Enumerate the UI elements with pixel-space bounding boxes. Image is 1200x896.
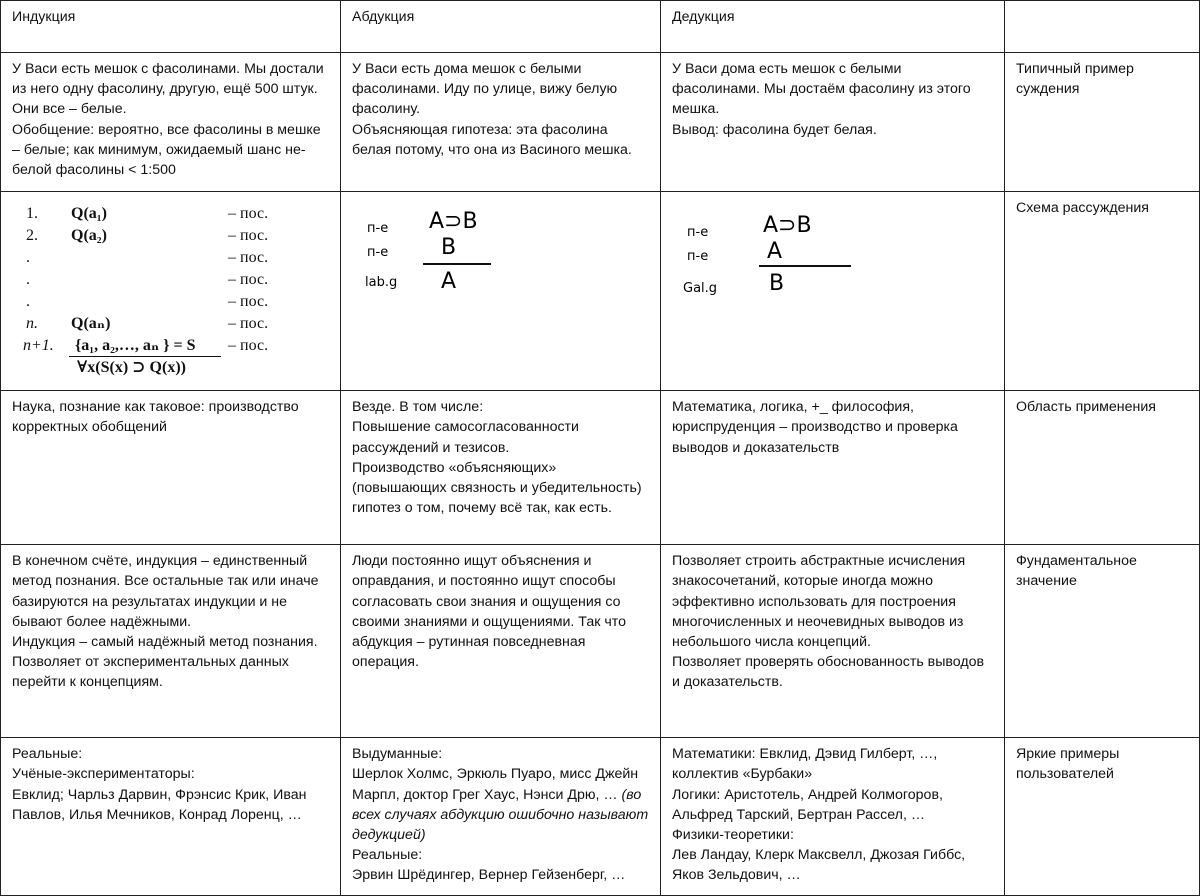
text-line: Наука, познание как таковое: производство корректных обобщений: [12, 399, 299, 436]
row-label-scope: Область применения: [1005, 391, 1200, 545]
premise-label: п-е: [367, 221, 389, 236]
text-line: В конечном счёте, индукция – единственный метод познания. Все остальные так или иначе базируются на результатах индукции и не бывают более надёжными.: [12, 553, 319, 630]
text-line: У Васи есть мешок с фасолинами. Мы достали из него одну фасолину, другую, ещё 500 штук. Они все – белые.: [12, 61, 324, 118]
row-schema: [1, 192, 1200, 391]
text-line: Люди постоянно ищут объяснения и оправдания, и постоянно ищут способы согласовать свои знания и ощущения со своими знаниями и ощущениями. Так что абдукция – рутинная повседневная операция.: [352, 553, 626, 671]
header-abduction: Абдукция: [341, 1, 661, 53]
text-line: Обобщение: вероятно, все фасолины в мешке – белые; как минимум, ожидаемый шанс не-белой фасолины < 1:500: [12, 121, 321, 179]
header-induction: Индукция: [1, 1, 341, 53]
premise-label: п-е: [687, 249, 709, 264]
premise-formula: B: [441, 235, 457, 260]
schema-reason: – пос.: [228, 227, 269, 244]
conclusion-formula: A: [441, 269, 457, 294]
text-line: Реальные:: [352, 847, 423, 864]
schema-reason: – пос.: [228, 249, 269, 266]
row-typical-example: [1, 53, 1200, 192]
row-scope: [1, 391, 1200, 545]
typical-induction: [1, 53, 341, 192]
fundamental-induction: [1, 545, 341, 738]
typical-abduction: [341, 53, 661, 192]
fundamental-deduction: [661, 545, 1005, 738]
typical-deduction: [661, 53, 1005, 192]
premise-formula: A⊃B: [429, 209, 478, 234]
text-line: У Васи дома есть мешок с белыми фасолинами. Мы достаём фасолину из этого мешка.: [672, 61, 971, 118]
schema-formula: Q(a₁): [71, 205, 107, 222]
schema-num: 1.: [26, 205, 38, 222]
row-fundamental: [1, 545, 1200, 738]
header-row: [1, 1, 1200, 53]
deduction-handwritten-schema: [661, 192, 1005, 384]
schema-num: .: [26, 293, 30, 310]
text-line: Математики: Евклид, Дэвид Гилберт, …, коллектив «Бурбаки»: [672, 746, 938, 783]
conclusion-formula: B: [769, 271, 785, 296]
fictional-names: Шерлок Холмс, Эркюль Пуаро, мисс Джейн Марпл, доктор Грег Хаус, Нэнси Дрю, …: [352, 766, 639, 803]
schema-formula: Q(aₙ): [71, 315, 111, 332]
schema-reason: – пос.: [228, 271, 269, 288]
row-label-fundamental: Фундаментальное значение: [1005, 545, 1200, 738]
premise-formula: A: [767, 239, 783, 264]
schema-reason: – пос.: [228, 293, 269, 310]
examples-deduction: [661, 738, 1005, 896]
premise-label: п-е: [367, 245, 389, 260]
text-line: Производство «объясняющих» (повышающих связность и убедительность) гипотез о том, почему всё так, как есть.: [352, 459, 642, 517]
schema-reason: – пос.: [228, 337, 269, 354]
premise-formula: A⊃B: [763, 213, 812, 238]
text-line: Математика, логика, +_ философия, юриспруденция – производство и проверка выводов и доказательств: [672, 399, 958, 456]
text-line: Позволяет строить абстрактные исчисления знакосочетаний, которые иногда можно эффективно использовать для построения многочисленных и неочевидных выводов из небольшого числа концепций.: [672, 553, 966, 651]
row-label-typical: Типичный пример суждения: [1005, 53, 1200, 192]
schema-reason: – пос.: [228, 205, 269, 222]
row-label-schema: Схема рассуждения: [1005, 192, 1200, 391]
schema-deduction: [661, 192, 1005, 391]
fundamental-abduction: [341, 545, 661, 738]
schema-formula: {a₁, a₂,…, aₙ } = S: [75, 337, 196, 354]
text-line: Позволяет проверять обоснованность выводов и доказательств.: [672, 654, 985, 691]
examples-induction: [1, 738, 341, 896]
conclusion-label: lab.g: [365, 275, 398, 290]
abduction-handwritten-schema: [341, 192, 661, 384]
header-aspect: [1005, 1, 1200, 53]
text-line: Выдуманные:: [352, 746, 443, 763]
premise-label: п-е: [687, 225, 709, 240]
text-line: Учёные-экспериментаторы:: [12, 766, 195, 783]
schema-formula: Q(a₂): [71, 227, 107, 244]
schema-num: .: [26, 249, 30, 266]
inference-line: [69, 356, 221, 357]
text-line: Физики-теоретики:: [672, 827, 794, 844]
schema-num: 2.: [26, 227, 38, 244]
schema-conclusion: ∀x(S(x) ⊃ Q(x)): [77, 359, 186, 376]
text-line: Эрвин Шрёдингер, Вернер Гейзенберг, …: [352, 867, 626, 884]
scope-induction: [1, 391, 341, 545]
text-line: Повышение самосогласованности рассуждений и тезисов.: [352, 419, 579, 456]
schema-induction: [1, 192, 341, 391]
text-line: Реальные:: [12, 746, 83, 763]
text-line: [352, 764, 649, 845]
examples-abduction: [341, 738, 661, 896]
row-examples: [1, 738, 1200, 896]
schema-num: n.: [26, 315, 38, 332]
text-line: Лев Ландау, Клерк Максвелл, Джозая Гиббс, Яков Зельдович, …: [672, 847, 966, 884]
scope-abduction: [341, 391, 661, 545]
text-line: Объясняющая гипотеза: эта фасолина белая потому, что она из Васиного мешка.: [352, 121, 632, 158]
schema-num: .: [26, 271, 30, 288]
italic-note: (во всех случаях абдукцию ошибочно называют дедукцией): [352, 786, 649, 844]
schema-abduction: [341, 192, 661, 391]
row-label-examples: Яркие примеры пользователей: [1005, 738, 1200, 896]
text-line: Логики: Аристотель, Андрей Колмогоров, Альфред Тарский, Бертран Рассел, …: [672, 786, 943, 823]
text-line: Индукция – самый надёжный метод познания.: [12, 634, 318, 651]
schema-num: n+1.: [23, 337, 54, 354]
header-deduction: Дедукция: [661, 1, 1005, 53]
text-line: Евклид; Чарльз Дарвин, Фрэнсис Крик, Иван Павлов, Илья Мечников, Конрад Лоренц, …: [12, 786, 307, 823]
text-line: Везде. В том числе:: [352, 399, 484, 416]
scope-deduction: [661, 391, 1005, 545]
text-line: Вывод: фасолина будет белая.: [672, 121, 877, 138]
text-line: У Васи есть дома мешок с белыми фасолинами. Иду по улице, вижу белую фасолину.: [352, 61, 618, 118]
text-line: Позволяет от экспериментальных данных перейти к концепциям.: [12, 654, 289, 691]
conclusion-label: Gal.g: [683, 281, 718, 296]
schema-reason: – пос.: [228, 315, 269, 332]
